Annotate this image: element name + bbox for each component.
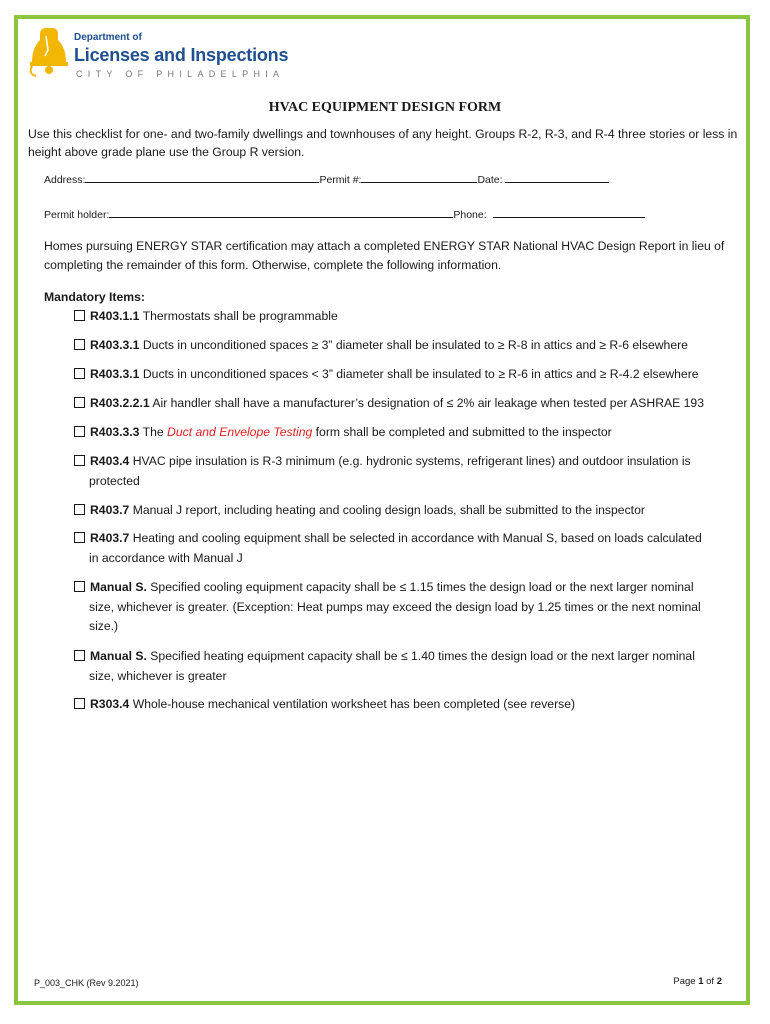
checklist-item <box>74 423 730 443</box>
date-label: Date: <box>477 174 503 186</box>
address-row <box>44 172 609 186</box>
item-text: Manual J report, including heating and cooling design loads, shall be submitted to the inspector <box>132 503 645 517</box>
page-total: 2 <box>716 976 722 987</box>
page-prefix: Page <box>673 976 696 987</box>
holder-row <box>44 207 645 221</box>
checklist-item <box>74 365 730 385</box>
checklist-item <box>74 307 730 327</box>
checklist-item <box>74 336 730 356</box>
checklist-item <box>74 578 730 637</box>
checklist-item <box>74 394 730 414</box>
mandatory-items-heading: Mandatory Items: <box>44 290 145 304</box>
item-text-continued: protected <box>89 473 140 488</box>
item-text-continued: size.) <box>89 619 119 633</box>
item-code: R403.3.1 <box>90 338 140 352</box>
item-text-pre: The <box>142 425 168 439</box>
address-field[interactable] <box>85 172 319 183</box>
page-number <box>673 976 722 987</box>
checkbox[interactable] <box>74 426 85 437</box>
item-code: R403.4 <box>90 454 130 468</box>
item-code: R403.3.1 <box>90 367 140 381</box>
intro-paragraph: Use this checklist for one- and two-family dwellings and townhouses of any height. Groups R-2, R-3, and R-4 three stories or less in height above grade plane use the Group R version. <box>28 127 738 159</box>
phone-label: Phone: <box>453 209 487 221</box>
item-text: Specified heating equipment capacity shall be ≤ 1.40 times the design load or the next larger nominal <box>150 649 695 663</box>
duct-envelope-testing-link[interactable]: Duct and Envelope Testing <box>167 425 313 439</box>
item-text: Ducts in unconditioned spaces ≥ 3” diameter shall be insulated to ≥ R-8 in attics and ≥ R-6 elsewhere <box>142 338 688 352</box>
checkbox[interactable] <box>74 310 85 321</box>
checkbox[interactable] <box>74 581 85 592</box>
logo-city-text: CITY OF PHILADELPHIA <box>76 69 285 79</box>
checkbox[interactable] <box>74 339 85 350</box>
permit-holder-label: Permit holder: <box>44 209 110 221</box>
checklist-item <box>74 529 730 568</box>
page-current: 1 <box>698 976 704 987</box>
checklist-item <box>74 501 730 521</box>
item-text: Whole-house mechanical ventilation worksheet has been completed (see reverse) <box>132 697 576 711</box>
item-text: Thermostats shall be programmable <box>142 309 338 323</box>
item-text-post: form shall be completed and submitted to the inspector <box>312 425 612 439</box>
checklist-item <box>74 647 730 686</box>
logo-name-text: Licenses and Inspections <box>74 45 289 65</box>
item-code: Manual S. <box>90 580 147 594</box>
item-code: R403.1.1 <box>90 309 140 323</box>
date-field[interactable] <box>505 172 609 183</box>
item-text-continued: size, whichever is greater <box>89 668 227 683</box>
checkbox[interactable] <box>74 650 85 661</box>
item-code: R403.7 <box>90 531 130 545</box>
item-text-continued: size, whichever is greater. (Exception: Heat pumps may exceed the design load by 1.25 times or the next nominal <box>89 599 701 614</box>
liberty-bell-icon <box>26 26 72 78</box>
item-text: Specified cooling equipment capacity shall be ≤ 1.15 times the design load or the next larger nominal <box>150 580 694 594</box>
item-text: Heating and cooling equipment shall be selected in accordance with Manual S, based on loads calculated <box>132 531 702 545</box>
checkbox[interactable] <box>74 368 85 379</box>
item-code: Manual S. <box>90 649 147 663</box>
checkbox[interactable] <box>74 397 85 408</box>
form-id: P_003_CHK (Rev 9.2021) <box>34 978 139 988</box>
item-code: R303.4 <box>90 697 130 711</box>
checkbox[interactable] <box>74 532 85 543</box>
phone-field[interactable] <box>493 207 645 218</box>
checkbox[interactable] <box>74 504 85 515</box>
item-code: R403.2.2.1 <box>90 396 150 410</box>
permit-holder-field[interactable] <box>109 207 453 218</box>
form-title: HVAC EQUIPMENT DESIGN FORM <box>268 100 502 115</box>
checklist-item <box>74 695 730 715</box>
item-text: Ducts in unconditioned spaces < 3” diameter shall be insulated to ≥ R-6 in attics and ≥ R-4.2 elsewhere <box>142 367 699 381</box>
item-text-continued: in accordance with Manual J <box>89 550 243 565</box>
item-code: R403.3.3 <box>90 425 140 439</box>
item-text: HVAC pipe insulation is R-3 minimum (e.g. hydronic systems, refrigerant lines) and outdoor insulation is <box>132 454 691 468</box>
permit-label: Permit #: <box>319 174 362 186</box>
item-text: Air handler shall have a manufacturer’s designation of ≤ 2% air leakage when tested per ASHRAE 193 <box>152 396 704 410</box>
page-of: of <box>706 976 715 987</box>
checkbox[interactable] <box>74 698 85 709</box>
checkbox[interactable] <box>74 455 85 466</box>
permit-field[interactable] <box>361 172 477 183</box>
department-logo <box>26 26 296 84</box>
address-label: Address: <box>44 174 86 186</box>
energy-star-note: Homes pursuing ENERGY STAR certification may attach a completed ENERGY STAR National HVAC Design Report in lieu of completing the remainder of this form. Otherwise, complete the following information. <box>44 239 725 272</box>
checklist-item <box>74 452 730 491</box>
item-code: R403.7 <box>90 503 130 517</box>
logo-department-text: Department of <box>74 32 142 43</box>
